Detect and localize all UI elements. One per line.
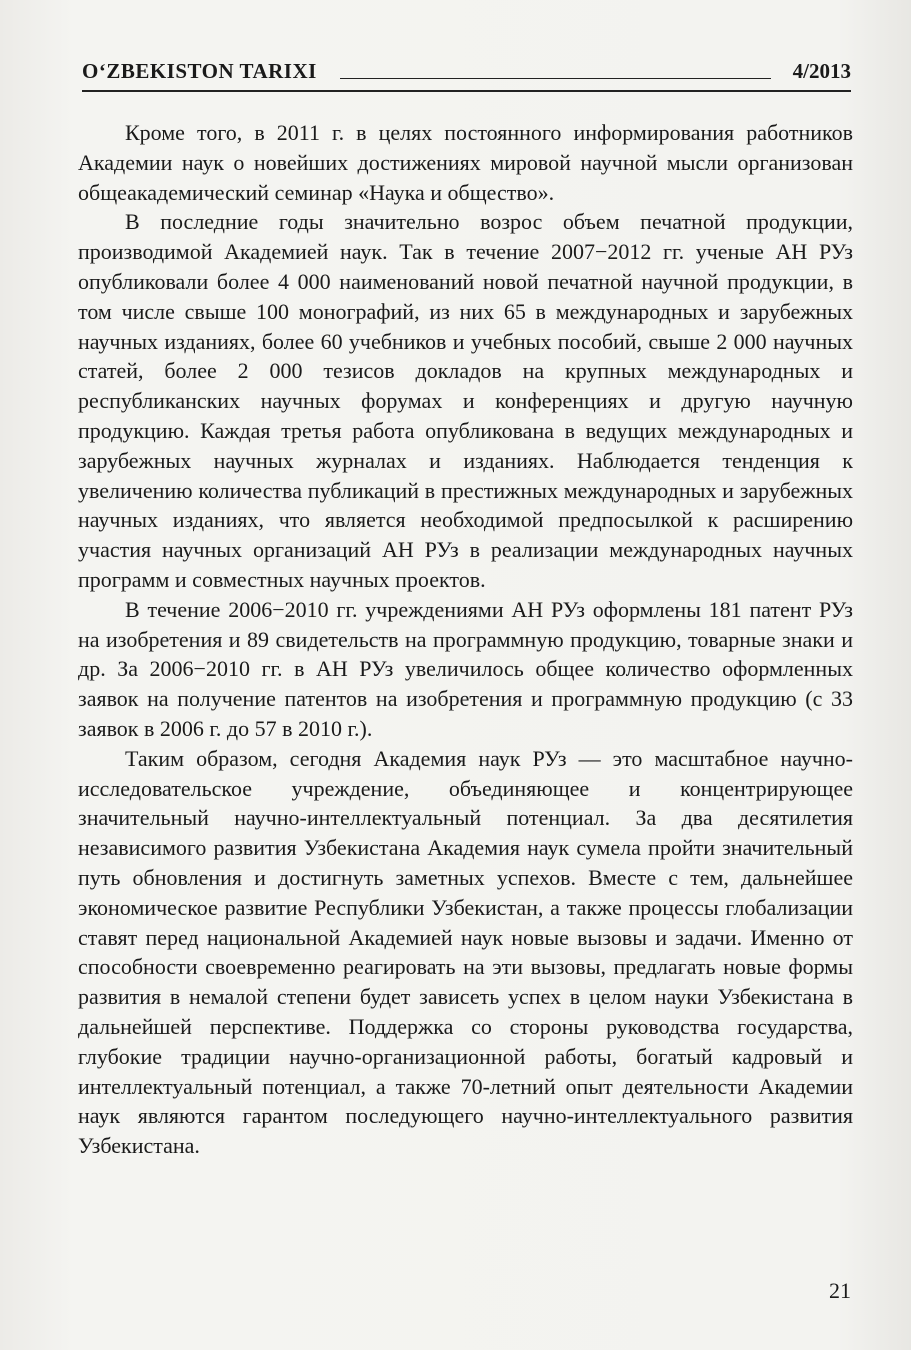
- paragraph-publications: В последние годы значительно возрос объем печатной продукции, производимой Академией наук. Так в течение 2007−2012 гг. ученые АН РУз опубликовали более 4 000 наименований новой печатной научной продукции, в том числе свыше 100 монографий, из них 65 в международных и зарубежных научных изданиях, более 60 учебников и учебных пособий, свыше 2 000 научных статей, более 2 000 тезисов докладов на крупных международных и республиканских научных форумах и конференциях и другую научную продукцию. Каждая третья работа опубликована в ведущих международных и зарубежных научных журналах и изданиях. Наблюдается тенденция к увеличению количества публикаций в престижных международных и зарубежных научных изданиях, что является необходимой предпосылкой к расширению участия научных организаций АН РУз в реализации международных научных программ и совместных научных проектов.: [78, 209, 853, 592]
- issue-number: 4/2013: [792, 59, 851, 83]
- journal-title: O‘ZBEKISTON TARIXI: [82, 59, 317, 83]
- header-fill-line: [340, 78, 771, 79]
- running-header: [82, 58, 851, 92]
- paragraph-seminar: Кроме того, в 2011 г. в целях постоянного информирования работников Академии наук о новейших достижениях мировой научной мысли организован общеакадемический семинар «Наука и общество».: [78, 120, 853, 205]
- paragraph-conclusion: Таким образом, сегодня Академия наук РУз — это масштабное научно-исследовательское учреждение, объединяющее и концентрирующее значительный научно-интеллектуальный потенциал. За два десятилетия независимого развития Узбекистана Академия наук сумела пройти значительный путь обновления и достигнуть заметных успехов. Вместе с тем, дальнейшее экономическое развитие Республики Узбекистан, а также процессы глобализации ставят перед национальной Академией наук новые вызовы и задачи. Именно от способности своевременно реагировать на эти вызовы, предлагать новые формы развития в немалой степени будет зависеть успех в целом науки Узбекистана в дальнейшей перспективе. Поддержка со стороны руководства государства, глубокие традиции научно-организационной работы, богатый кадровый и интеллектуальный потенциал, а также 70-летний опыт деятельности Академии наук являются гарантом последующего научно-интеллектуального развития Узбекистана.: [78, 745, 853, 1159]
- page-number: 21: [829, 1278, 851, 1303]
- header-divider: [82, 90, 851, 92]
- paragraph-patents: В течение 2006−2010 гг. учреждениями АН РУз оформлены 181 патент РУз на изобретения и 89 свидетельств на программную продукцию, товарные знаки и др. За 2006−2010 гг. в АН РУз увеличилось общее количество оформленных заявок на получение патентов на изобретения и программную продукцию (с 33 заявок в 2006 г. до 57 в 2010 г.).: [78, 596, 853, 741]
- article-body: [78, 118, 853, 1161]
